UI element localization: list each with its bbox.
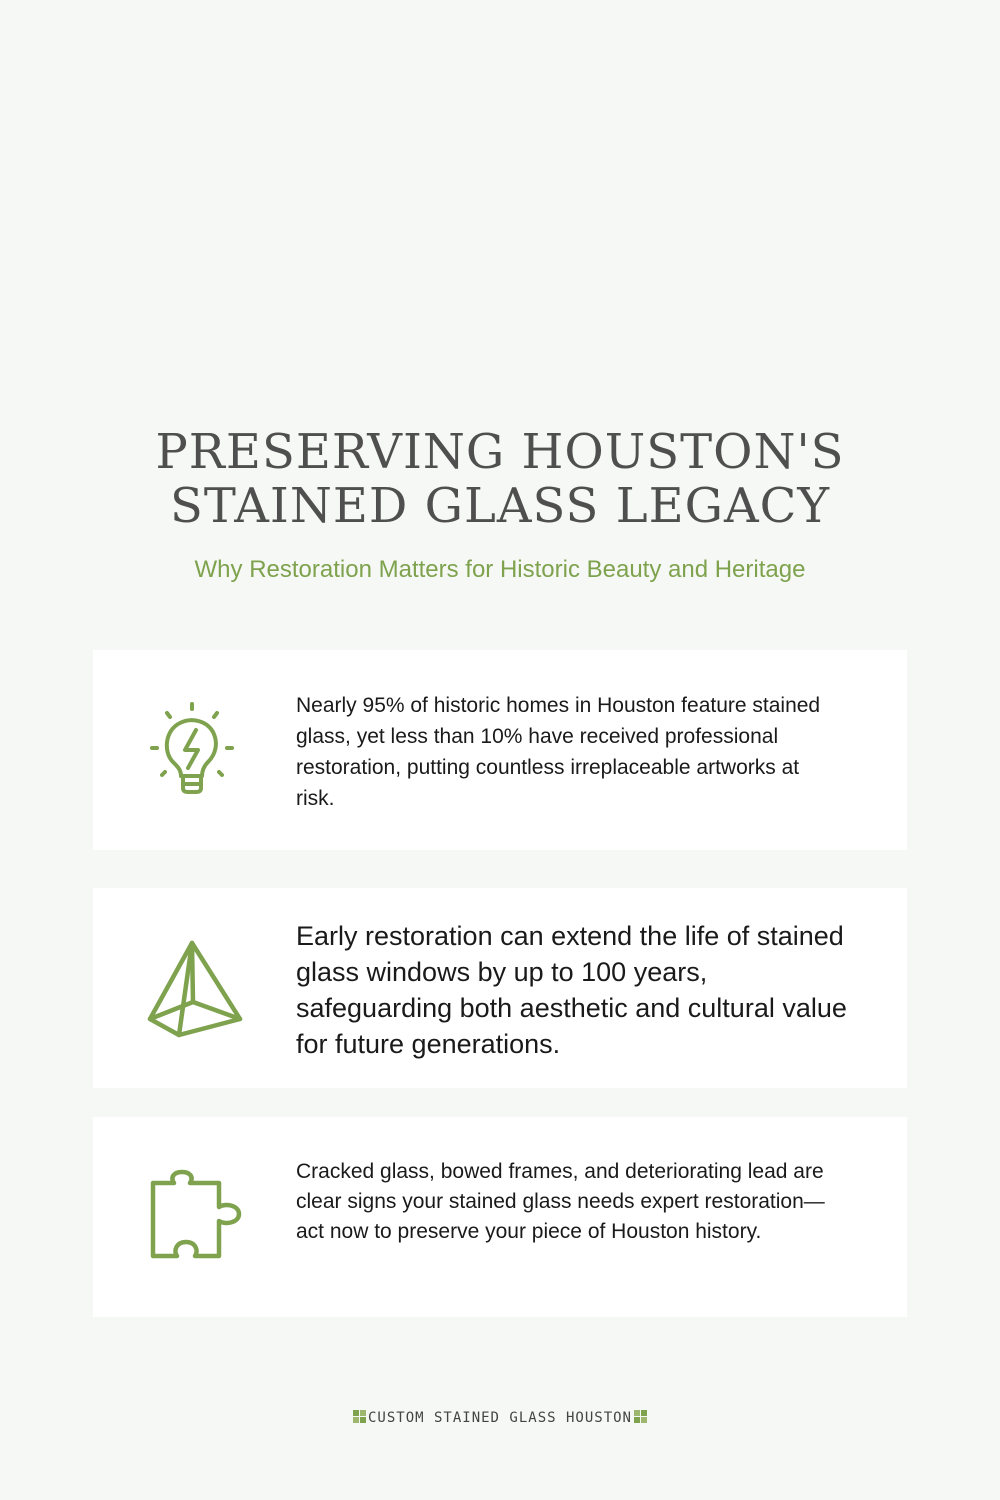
page-subtitle: Why Restoration Matters for Historic Beauty and Heritage bbox=[194, 556, 806, 583]
puzzle-piece-icon bbox=[145, 1167, 245, 1267]
page-title bbox=[0, 425, 1000, 533]
title-line-1: PRESERVING HOUSTON'S bbox=[155, 424, 845, 480]
stained-glass-logo-icon bbox=[634, 1410, 647, 1423]
title-line-2: STAINED GLASS LEGACY bbox=[169, 478, 831, 534]
fact-card-homes bbox=[93, 650, 907, 850]
fact-card-lifespan bbox=[93, 888, 907, 1088]
pyramid-icon bbox=[145, 938, 245, 1038]
fact-card-text: Early restoration can extend the life of stained glass windows by up to 100 years, safeguarding both aesthetic and cultural value for future generations. bbox=[296, 921, 847, 1059]
stained-glass-logo-icon bbox=[353, 1410, 366, 1423]
fact-card-text: Cracked glass, bowed frames, and deteriorating lead are clear signs your stained glass needs expert restoration—act now to preserve your piece of Houston history. bbox=[296, 1160, 825, 1243]
lightbulb-icon bbox=[145, 700, 245, 800]
fact-card-text: Nearly 95% of historic homes in Houston feature stained glass, yet less than 10% have received professional restoration, putting countless irreplaceable artworks at risk. bbox=[296, 694, 821, 810]
footer-brand-name: CUSTOM STAINED GLASS HOUSTON bbox=[367, 1410, 632, 1426]
page-header bbox=[0, 425, 1000, 585]
fact-card-signs bbox=[93, 1117, 907, 1317]
footer-logo bbox=[0, 1410, 1000, 1426]
